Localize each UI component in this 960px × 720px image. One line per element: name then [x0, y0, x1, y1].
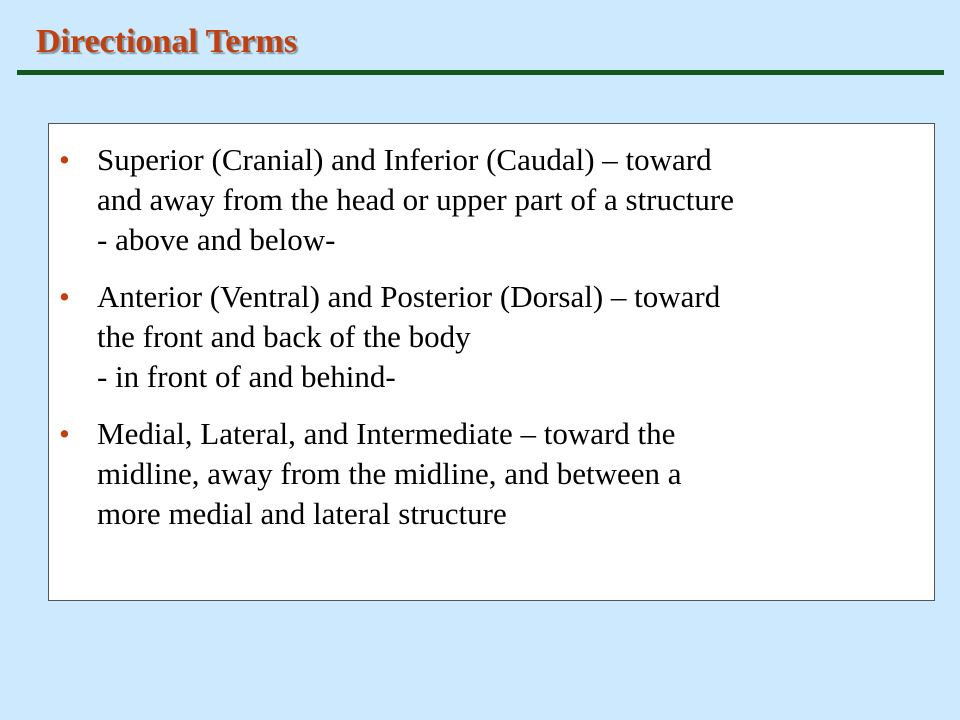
bullet-item-superior-inferior	[49, 140, 934, 260]
bullet-line: and away from the head or upper part of a structure	[97, 182, 734, 217]
bullet-item-medial-lateral	[49, 414, 934, 534]
bullet-icon: •	[59, 279, 70, 314]
content-box	[48, 123, 935, 601]
bullet-line: Medial, Lateral, and Intermediate – toward the	[97, 416, 676, 451]
bullet-line: the front and back of the body	[97, 319, 471, 354]
bullet-line: Anterior (Ventral) and Posterior (Dorsal) – toward	[97, 279, 721, 314]
bullet-line: - above and below-	[97, 222, 336, 257]
title-underline	[17, 70, 944, 75]
bullet-line: - in front of and behind-	[97, 359, 396, 394]
bullet-list	[49, 124, 934, 534]
bullet-item-anterior-posterior	[49, 277, 934, 397]
bullet-icon: •	[59, 142, 70, 177]
bullet-line: Superior (Cranial) and Inferior (Caudal) – toward	[97, 142, 712, 177]
bullet-line: more medial and lateral structure	[97, 496, 507, 531]
bullet-line: midline, away from the midline, and between a	[97, 456, 682, 491]
slide-title: Directional Terms	[36, 23, 297, 60]
bullet-icon: •	[59, 416, 70, 451]
